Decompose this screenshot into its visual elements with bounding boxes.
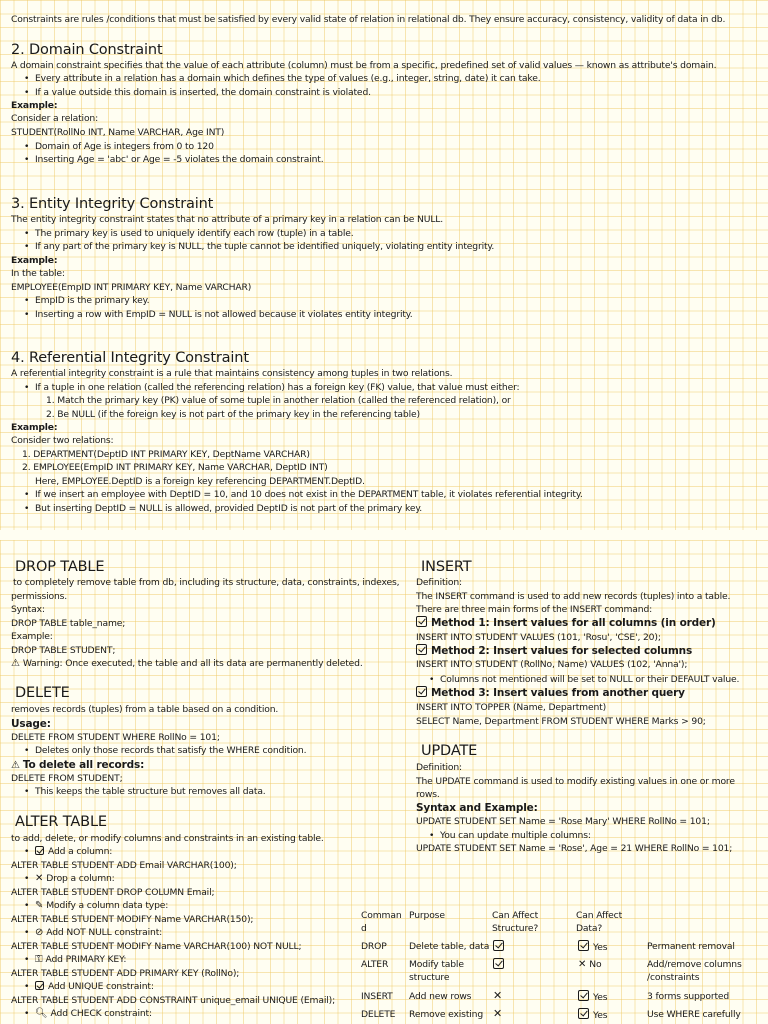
entity-definition: The entity integrity constraint states that no attribute of a primary key in a relation can be NULL. bbox=[11, 214, 444, 225]
cross-icon: ✕ bbox=[578, 959, 587, 970]
alter-sql-5: ALTER TABLE STUDENT ADD PRIMARY KEY (RollNo); bbox=[11, 968, 240, 979]
delete-usage-label: Usage: bbox=[11, 718, 51, 730]
alter-item-label: Modify a column data type: bbox=[46, 900, 169, 911]
table-cell-data bbox=[578, 940, 607, 954]
table-cell-data bbox=[578, 958, 601, 971]
insert-def-1: The INSERT command is used to add new records (tuples) into a table. bbox=[416, 591, 731, 602]
entity-bullet-2: • If any part of the primary key is NULL, the tuple cannot be identified uniquely, violating entity integrity. bbox=[35, 240, 494, 253]
referential-example-label: Example: bbox=[11, 422, 58, 433]
referential-here: Here, EMPLOYEE.DeptID is a foreign key referencing DEPARTMENT.DeptID. bbox=[35, 476, 365, 487]
checkbox-icon bbox=[578, 990, 589, 1001]
domain-example-bullet-1: • Domain of Age is integers from 0 to 120 bbox=[35, 140, 214, 153]
insert-method-2-bullet: • Columns not mentioned will be set to NULL or their DEFAULT value. bbox=[440, 673, 739, 686]
table-cell-command: DROP bbox=[361, 941, 387, 952]
table-cell-note: Permanent removal bbox=[647, 941, 735, 952]
prohibited-icon: ⊘ bbox=[35, 927, 44, 938]
referential-bullet: • If a tuple in one relation (called the referencing relation) has a foreign key (FK) value, that value must either: bbox=[35, 381, 520, 394]
alter-item-4 bbox=[35, 926, 162, 939]
drop-heading: DROP TABLE bbox=[15, 559, 105, 575]
alter-sql-6: ALTER TABLE STUDENT ADD CONSTRAINT unique_email UNIQUE (Email); bbox=[11, 995, 336, 1006]
table-cell-structure bbox=[493, 958, 508, 972]
cross-icon: ✕ bbox=[35, 873, 44, 884]
referential-definition: A referential integrity constraint is a rule that maintains consistency among tuples in two relations. bbox=[11, 368, 453, 379]
entity-heading: 3. Entity Integrity Constraint bbox=[11, 196, 214, 212]
checkbox-icon bbox=[493, 958, 504, 969]
warning-icon: ⚠ bbox=[11, 658, 20, 669]
insert-def-2: There are three main forms of the INSERT command: bbox=[416, 604, 653, 615]
checkbox-icon bbox=[578, 940, 589, 951]
domain-definition: A domain constraint specifies that the value of each attribute (column) must be from a specific, predefined set of valid values — known as attribute's domain. bbox=[11, 60, 717, 71]
referential-heading: 4. Referential Integrity Constraint bbox=[11, 350, 249, 366]
entity-example-label: Example: bbox=[11, 255, 58, 266]
drop-syntax-label: Syntax: bbox=[11, 604, 45, 615]
checkbox-icon bbox=[416, 686, 427, 697]
checkbox-icon bbox=[493, 940, 504, 951]
notes-page-sql-commands bbox=[0, 540, 768, 1024]
table-cell-command: ALTER bbox=[361, 959, 389, 970]
domain-heading: 2. Domain Constraint bbox=[11, 42, 163, 58]
table-cell-data-text: Yes bbox=[593, 992, 608, 1003]
delete-all: DELETE FROM STUDENT; bbox=[11, 773, 123, 784]
alter-item-2 bbox=[35, 872, 115, 885]
drop-example-label: Example: bbox=[11, 631, 53, 642]
update-def-label: Definition: bbox=[416, 762, 462, 773]
table-cell-data bbox=[578, 990, 607, 1004]
delete-all-label-text: To delete all records: bbox=[22, 759, 145, 771]
update-def-2: rows. bbox=[416, 789, 440, 800]
update-syntax-label: Syntax and Example: bbox=[416, 802, 538, 814]
alter-item-7 bbox=[35, 1007, 152, 1020]
drop-example: DROP TABLE STUDENT; bbox=[11, 645, 116, 656]
domain-schema: STUDENT(RollNo INT, Name VARCHAR, Age INT) bbox=[11, 127, 225, 138]
alter-desc: to add, delete, or modify columns and constraints in an existing table. bbox=[11, 833, 324, 844]
pencil-icon: ✎ bbox=[35, 900, 44, 911]
insert-method-3-sql-1: INSERT INTO TOPPER (Name, Department) bbox=[416, 702, 607, 713]
drop-syntax: DROP TABLE table_name; bbox=[11, 618, 126, 629]
alter-sql-3: ALTER TABLE STUDENT MODIFY Name VARCHAR(150); bbox=[11, 914, 254, 925]
insert-method-2-text: Method 2: Insert values for selected columns bbox=[431, 645, 693, 657]
page-separator bbox=[0, 530, 768, 540]
insert-method-3 bbox=[416, 686, 685, 700]
table-cell-structure bbox=[493, 940, 508, 954]
alter-item-label: Add a column: bbox=[48, 846, 113, 857]
insert-method-3-text: Method 3: Insert values from another query bbox=[431, 687, 685, 699]
delete-heading: DELETE bbox=[15, 685, 70, 701]
entity-in-table: In the table: bbox=[11, 268, 65, 279]
drop-warning bbox=[11, 657, 363, 670]
table-header-purpose: Purpose bbox=[409, 910, 445, 921]
domain-consider: Consider a relation: bbox=[11, 113, 99, 124]
table-cell-note: Add/remove columns /constraints bbox=[647, 959, 742, 983]
warning-icon: ⚠ bbox=[11, 760, 20, 771]
domain-example-bullet-2: • Inserting Age = 'abc' or Age = -5 violates the domain constraint. bbox=[35, 153, 324, 166]
alter-item-label: Add PRIMARY KEY: bbox=[45, 954, 127, 965]
alter-item-label: Add CHECK constraint: bbox=[50, 1008, 152, 1019]
alter-item-6 bbox=[35, 980, 154, 993]
table-cell-data-text: No bbox=[589, 959, 602, 970]
alter-item-label: Add NOT NULL constraint: bbox=[46, 927, 163, 938]
alter-item-3 bbox=[35, 899, 168, 912]
table-cell-purpose: Modify table structure bbox=[409, 959, 464, 983]
delete-usage-bullet: • Deletes only those records that satisfy the WHERE condition. bbox=[35, 744, 306, 757]
referential-relation-2: 2. EMPLOYEE(EmpID INT PRIMARY KEY, Name VARCHAR, DeptID INT) bbox=[22, 462, 328, 473]
intro-text: Constraints are rules /conditions that must be satisfied by every valid state of relation in relational db. They ensure accuracy, consistency, validity of data in db. bbox=[11, 14, 726, 25]
update-bullet: • You can update multiple columns: bbox=[440, 829, 591, 842]
delete-usage: DELETE FROM STUDENT WHERE RollNo = 101; bbox=[11, 732, 220, 743]
cross-icon: ✕ bbox=[493, 1007, 503, 1020]
referential-sub-1: 1. Match the primary key (PK) value of some tuple in another relation (called the referenced relation), or bbox=[46, 395, 511, 406]
domain-bullet-1: • Every attribute in a relation has a domain which defines the type of values (e.g., integer, string, date) it can take. bbox=[35, 72, 541, 85]
insert-method-2 bbox=[416, 644, 692, 658]
table-header-structure: Can Affect Structure? bbox=[492, 910, 539, 934]
alter-sql-1: ALTER TABLE STUDENT ADD Email VARCHAR(100); bbox=[11, 860, 237, 871]
drop-desc-1: to completely remove table from db, including its structure, data, constraints, indexes, bbox=[13, 577, 400, 588]
table-cell-purpose: Delete table, data bbox=[409, 941, 490, 952]
table-header-data: Can Affect Data? bbox=[576, 910, 623, 934]
insert-heading: INSERT bbox=[421, 559, 472, 575]
delete-all-bullet: • This keeps the table structure but removes all data. bbox=[35, 785, 266, 798]
table-cell-command: INSERT bbox=[361, 991, 393, 1002]
table-cell-purpose: Remove existing bbox=[409, 1009, 484, 1020]
checkbox-icon bbox=[35, 981, 44, 990]
update-heading: UPDATE bbox=[421, 743, 478, 759]
domain-example-label: Example: bbox=[11, 100, 58, 111]
insert-method-1 bbox=[416, 616, 716, 630]
alter-item-5 bbox=[35, 953, 126, 966]
insert-method-2-sql: INSERT INTO STUDENT (RollNo, Name) VALUES (102, 'Anna'); bbox=[416, 659, 688, 670]
table-cell-data bbox=[578, 1008, 607, 1022]
update-sql-2: UPDATE STUDENT SET Name = 'Rose', Age = 21 WHERE RollNo = 101; bbox=[416, 843, 733, 854]
cross-icon: ✕ bbox=[493, 989, 503, 1002]
delete-all-label bbox=[11, 758, 144, 773]
alter-sql-4: ALTER TABLE STUDENT MODIFY Name VARCHAR(100) NOT NULL; bbox=[11, 941, 302, 952]
update-def-1: The UPDATE command is used to modify existing values in one or more bbox=[416, 776, 735, 787]
alter-sql-2: ALTER TABLE STUDENT DROP COLUMN Email; bbox=[11, 887, 215, 898]
alter-heading: ALTER TABLE bbox=[15, 814, 107, 830]
checkbox-icon bbox=[416, 616, 427, 627]
table-cell-command: DELETE bbox=[361, 1009, 396, 1020]
referential-example-bullet-2: • But inserting DeptID = NULL is allowed, provided DeptID is not part of the primary key. bbox=[35, 502, 422, 515]
alter-item-1 bbox=[35, 845, 112, 858]
referential-consider: Consider two relations: bbox=[11, 435, 114, 446]
key-icon: ⚿ bbox=[35, 954, 43, 965]
checkbox-icon bbox=[578, 1008, 589, 1019]
checkbox-icon bbox=[416, 644, 427, 655]
insert-method-3-sql-2: SELECT Name, Department FROM STUDENT WHERE Marks > 90; bbox=[416, 716, 706, 727]
entity-example-bullet-2: • Inserting a row with EmpID = NULL is not allowed because it violates entity integrity. bbox=[35, 308, 413, 321]
referential-example-bullet-1: • If we insert an employee with DeptID = 10, and 10 does not exist in the DEPARTMENT table, it violates referential integrity. bbox=[35, 488, 583, 501]
update-sql-1: UPDATE STUDENT SET Name = 'Rose Mary' WHERE RollNo = 101; bbox=[416, 816, 710, 827]
magnifier-icon: 🔍︎ bbox=[35, 1008, 48, 1019]
table-header-command: Comman d bbox=[361, 910, 402, 934]
entity-bullet-1: • The primary key is used to uniquely identify each row (tuple) in a table. bbox=[35, 227, 354, 240]
entity-example-bullet-1: • EmpID is the primary key. bbox=[35, 294, 149, 307]
insert-method-1-text: Method 1: Insert values for all columns (in order) bbox=[431, 617, 716, 629]
table-cell-data-text: Yes bbox=[593, 942, 608, 953]
drop-warning-text: Warning: Once executed, the table and all its data are permanently deleted. bbox=[22, 658, 363, 669]
entity-schema: EMPLOYEE(EmpID INT PRIMARY KEY, Name VARCHAR) bbox=[11, 282, 252, 293]
insert-method-1-sql: INSERT INTO STUDENT VALUES (101, 'Rosu', 'CSE', 20); bbox=[416, 632, 661, 643]
referential-sub-2: 2. Be NULL (if the foreign key is not part of the primary key in the referencing table) bbox=[46, 409, 420, 420]
table-cell-data-text: Yes bbox=[593, 1010, 608, 1021]
drop-desc-2: permissions. bbox=[11, 591, 68, 602]
table-cell-note: Use WHERE carefully bbox=[647, 1009, 741, 1020]
checkbox-icon bbox=[35, 846, 44, 855]
alter-item-label: Add UNIQUE constraint: bbox=[48, 981, 154, 992]
alter-item-label: Drop a column: bbox=[46, 873, 115, 884]
table-cell-note: 3 forms supported bbox=[647, 991, 730, 1002]
referential-relation-1: 1. DEPARTMENT(DeptID INT PRIMARY KEY, DeptName VARCHAR) bbox=[22, 449, 310, 460]
insert-def-label: Definition: bbox=[416, 577, 462, 588]
domain-bullet-2: • If a value outside this domain is inserted, the domain constraint is violated. bbox=[35, 86, 371, 99]
delete-desc: removes records (tuples) from a table based on a condition. bbox=[11, 704, 279, 715]
table-cell-purpose: Add new rows bbox=[409, 991, 472, 1002]
